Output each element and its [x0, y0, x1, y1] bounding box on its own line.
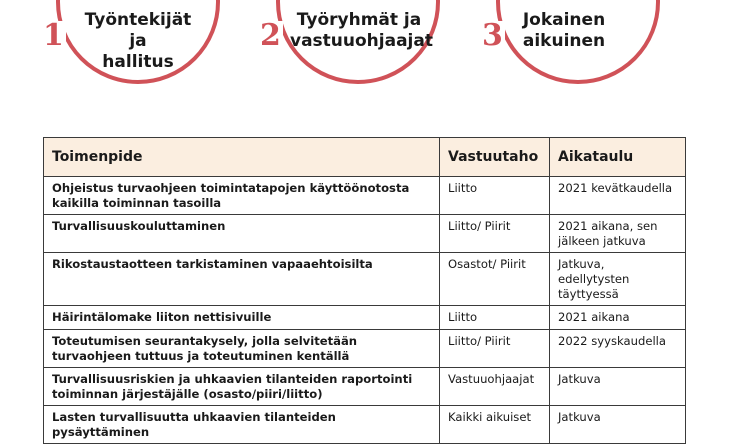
responsible-cell: Vastuuohjaajat — [440, 368, 550, 406]
group-label-3 — [512, 10, 616, 52]
schedule-cell: Jatkuva — [550, 368, 686, 406]
responsible-cell: Liitto — [440, 306, 550, 330]
action-cell: Toteutumisen seurantakysely, jolla selvitetään turvaohjeen tuttuus ja toteutuminen kentällä — [44, 330, 440, 368]
table-header-row — [44, 138, 686, 177]
table-row — [44, 215, 686, 253]
header-action: Toimenpide — [44, 138, 440, 177]
table-row — [44, 406, 686, 444]
header-responsible: Vastuutaho — [440, 138, 550, 177]
table-row — [44, 253, 686, 306]
responsible-cell: Osastot/ Piirit — [440, 253, 550, 306]
group-label-3-line1: Jokainen — [522, 10, 606, 30]
header-schedule: Aikataulu — [550, 138, 686, 177]
schedule-cell: 2021 aikana, sen jälkeen jatkuva — [550, 215, 686, 253]
table-row — [44, 177, 686, 215]
group-number-3: 3 — [482, 18, 503, 53]
schedule-cell: 2022 syyskaudella — [550, 330, 686, 368]
responsible-cell: Liitto/ Piirit — [440, 215, 550, 253]
action-cell: Turvallisuuskouluttaminen — [44, 215, 440, 253]
table-row — [44, 306, 686, 330]
action-table — [43, 137, 686, 444]
group-number-2: 2 — [260, 18, 281, 53]
group-label-2-line1: Työryhmät ja — [296, 10, 422, 30]
group-label-1-line2: hallitus — [102, 52, 174, 72]
responsible-cell: Liitto/ Piirit — [440, 330, 550, 368]
action-cell: Ohjeistus turvaohjeen toimintatapojen käyttöönotosta kaikilla toiminnan tasoilla — [44, 177, 440, 215]
action-cell: Rikostaustaotteen tarkistaminen vapaaehtoisilta — [44, 253, 440, 306]
group-number-1: 1 — [43, 18, 64, 53]
group-label-1-line1: Työntekijät ja — [84, 10, 192, 51]
action-cell: Turvallisuusriskien ja uhkaavien tilanteiden raportointi toiminnan järjestäjälle (osasto/piiri/liitto) — [44, 368, 440, 406]
schedule-cell: 2021 kevätkaudella — [550, 177, 686, 215]
responsible-cell: Kaikki aikuiset — [440, 406, 550, 444]
group-label-1 — [78, 10, 198, 73]
table-row — [44, 368, 686, 406]
action-cell: Lasten turvallisuutta uhkaavien tilanteiden pysäyttäminen — [44, 406, 440, 444]
schedule-cell: Jatkuva — [550, 406, 686, 444]
responsible-cell: Liitto — [440, 177, 550, 215]
schedule-cell: Jatkuva, edellytysten täyttyessä — [550, 253, 686, 306]
group-label-2-line2: vastuuohjaajat — [290, 31, 433, 51]
action-cell: Häirintälomake liiton nettisivuille — [44, 306, 440, 330]
group-label-2 — [290, 10, 433, 52]
schedule-cell: 2021 aikana — [550, 306, 686, 330]
table-row — [44, 330, 686, 368]
group-label-3-line2: aikuinen — [522, 31, 606, 51]
